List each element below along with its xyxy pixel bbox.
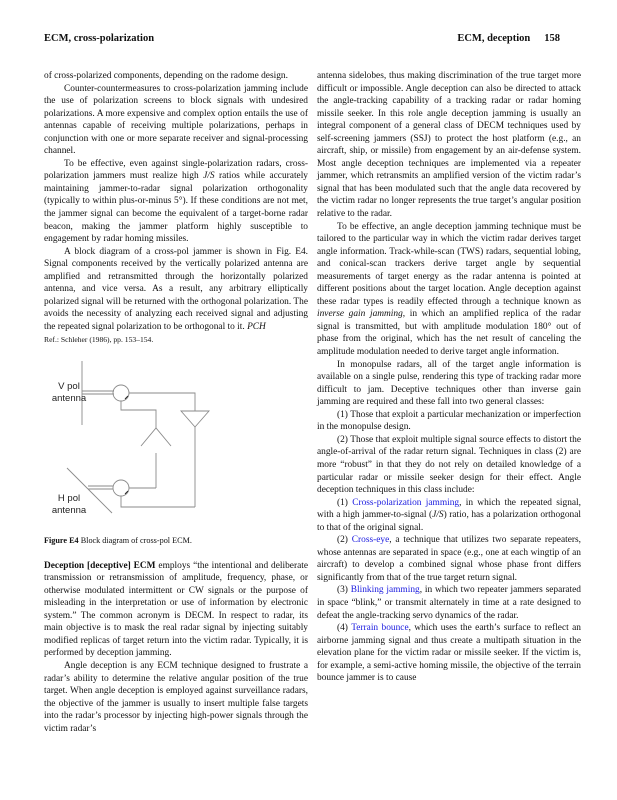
text-run: To be effective, even against single-polarization radars, cross-polarization jammers must realize high (44, 158, 308, 182)
list-item (317, 497, 581, 535)
text-run: , which uses the earth’s surface to reflect an airborne jamming signal and thus create a multipath situation in the elevation plane for the victim radar or missile seeker. If the victim is, for example, a semi-active homing missile, the objective of the terrain bounce jammer is to cause (317, 623, 581, 684)
link-cross-polarization-jamming[interactable]: Cross-polarization jamming (352, 497, 460, 508)
link-terrain-bounce[interactable]: Terrain bounce (351, 623, 409, 634)
v-pol-antenna-label (44, 381, 94, 405)
paragraph (44, 158, 308, 246)
upper-lower-port-line (121, 401, 156, 428)
h-pol-antenna-element (67, 468, 88, 489)
entry-paragraph (44, 560, 308, 660)
running-header-right-title: ECM, deception (457, 33, 531, 44)
paragraph: Angle deception is any ECM technique designed to frustrate a radar’s ability to determine the relative angular position of the true target. When angle deception is employed against surveillance radars, the objective of the jammer is usually to insert multiple false targets into the radar’s processor by injecting high-power signals through the victim radar’s (44, 660, 308, 734)
item-number: (3) (337, 585, 351, 596)
figure-e4-diagram (44, 353, 308, 533)
text-run: , in which two repeater jammers separated in space “blink,” or transmit alternately in time at a rate designed to defeat the angle-tracking servo dynamics of the radar. (317, 585, 581, 621)
h-pol-antenna-label (44, 493, 94, 517)
item-number: (2) (337, 535, 352, 546)
paragraph: In monopulse radars, all of the target angle information is available on a single pulse, rendering this type of tracking radar more difficult to jam. Deceptive techniques other than inverse gain jamming are required and these fall into two general classes: (317, 359, 581, 408)
paragraph (317, 221, 581, 359)
entry-term: Deception [deceptive] ECM (44, 560, 156, 571)
figure-label: Figure E4 (44, 536, 79, 546)
page-number: 158 (544, 33, 560, 44)
paragraph: (1) Those that exploit a particular mechanization or imperfection in the monopulse design. (317, 409, 581, 433)
paragraph: of cross-polarized components, depending on the radome design. (44, 71, 288, 81)
link-blinking-jamming[interactable]: Blinking jamming (350, 585, 420, 596)
lower-circulator (113, 480, 129, 496)
text-run: , a technique that utilizes two separate repeaters, whose antennas are separated in space (e.g., one at each wingtip of an aircraft) to develop a combined signal whose phase front differs significantly from that of the true target return signal. (317, 535, 581, 583)
text-run: , in which the repeated signal, with a high jammer-to-signal ( (317, 497, 581, 521)
link-cross-eye[interactable]: Cross-eye (351, 535, 390, 546)
label-line: H pol (57, 493, 81, 505)
author-initials: PCH (247, 321, 266, 332)
paragraph: antenna sidelobes, thus making discrimination of the true target more difficult or impossible. Angle deception can also be directed to attack the angle-tracking capability of a tracking radar or radar homing missile seeker. In this role angle deception jamming is usually an integral component of a general class of DECM techniques used by self-screening jammers (SSJ) to protect the host platform (e.g., an aircraft, ship, or missile) from engagement by an air-defense system. Most angle deception techniques are implemented via a repeater jammer, which retransmits an amplified version of the victim radar’s signal that has been modulated such that the angle data recovered by the victim radar no longer represents the true target’s angular position relative to the radar. (317, 71, 581, 220)
text-run: To be effective, an angle deception jamming technique must be tailored to the particular way in which the victim radar derives target angle information. Track-while-scan (TWS) radars, sequential lobing, and conical-scan trackers derive target angle by sequential measurements of target energy as the radar antenna is pointed at different positions about the target location. Angle deception against these radar types is readily effected through a technique known as (317, 221, 581, 307)
figure-caption (44, 535, 308, 548)
paragraph: Counter-countermeasures to cross-polarization jamming include the use of polarization screens to block signals with undesired polarizations. A more expensive and complex option entails the use of antennas capable of receiving multiple polarizations, perhaps in conjunction with one or more separate receiver and signal-processing channel. (44, 83, 308, 157)
text-run: ) ratio, has a polarization orthogonal to that of the original signal. (317, 510, 581, 533)
reference: Ref.: Schleher (1986), pp. 153–154. (44, 335, 154, 345)
item-number: (1) (337, 497, 353, 508)
caption-text: Block diagram of cross-pol ECM. (78, 536, 192, 546)
text-run: employs “the intentional and deliberate transmission or retransmission of amplitude, frequency, phase, or otherwise modulated intermittent or CW signals or the purpose of misleading in the interpretation or use of information by electronic system.” The common acronym is DECM. In respect to radar, its main objective is to mask the real radar signal by injecting suitably modified replicas of target return into the victim radar. Typically, it is performed by deception jamming. (44, 560, 308, 659)
running-header-right (457, 33, 560, 44)
paragraph (44, 246, 308, 334)
list-item (317, 622, 581, 685)
right-column (317, 70, 581, 685)
upper-circulator (113, 385, 129, 401)
running-header-left: ECM, cross-polarization (44, 33, 155, 44)
text-run: ratios while accurately maintaining jammer-to-radar signal polarization orthogonality (typically to within plus-or-minus 5°). If these conditions are not met, the jammer signal can become the equivalent of a target-borne radar beacon, making the jammer platform highly susceptible to engagement by radar homing missiles. (44, 171, 308, 245)
text-run: A block diagram of a cross-pol jammer is shown in Fig. E4. Signal components received by the vertically polarized antenna are amplified and retransmitted through the horizontally polarized antenna, and vice versa. As a result, any arbitrary elliptically polarized signal will be returned with the orthogonal polarization. The avoids the necessity of analyzing each received signal and adjusting the repeated signal polarization to be orthogonal to it. (44, 246, 308, 332)
amplifier-up-icon (141, 428, 171, 446)
label-line: antenna (51, 393, 87, 405)
label-line: V pol (58, 381, 80, 393)
paragraph: (2) Those that exploit multiple signal source effects to distort the angle-of-arrival of the radar return signal. Techniques in class (2) are more “robust” in that they do not rely on detailed knowledge of a particular radar or missile seeker design for their effect. Angle deception techniques in this class include: (317, 434, 581, 496)
label-line: antenna (51, 505, 87, 517)
list-item (317, 584, 581, 622)
italic-term: J/S (432, 510, 444, 521)
italic-term: J/S (203, 171, 215, 182)
list-item (317, 534, 581, 584)
upper-to-amplifier-line (129, 393, 195, 411)
text-run: , in which an amplified replica of the radar signal is transmitted, but with amplitude modulation 180° out of phase from the original, which has the net result of canceling the amplitude modulation needed to derive target angle information. (317, 309, 581, 358)
lower-circulator-bottom-line (121, 496, 195, 507)
amplifier-down-icon (181, 411, 209, 427)
left-column (44, 70, 308, 735)
italic-term: inverse gain jamming (317, 309, 403, 320)
item-number: (4) (337, 623, 352, 634)
